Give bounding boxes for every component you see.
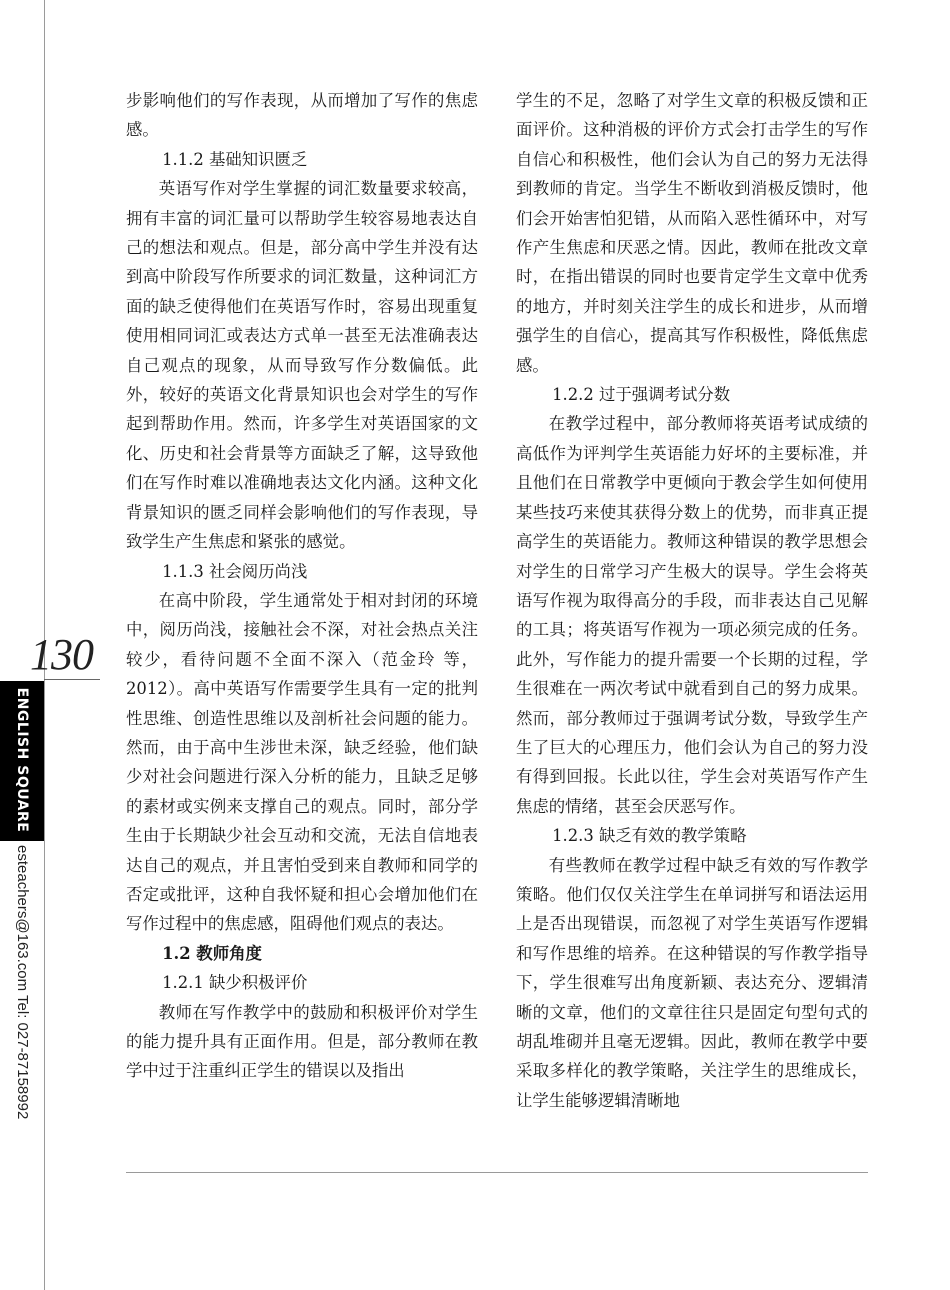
contact-info: esteachers@163.com Tel: 027-87158992 (14, 845, 31, 1120)
section-heading-1-2-3: 1.2.3 缺乏有效的教学策略 (552, 826, 747, 846)
paragraph: 步影响他们的写作表现，从而增加了写作的焦虑感。 (126, 91, 478, 140)
section-heading-1-2-1: 1.2.1 缺少积极评价 (162, 973, 308, 993)
paragraph: 在教学过程中，部分教师将英语考试成绩的高低作为评判学生英语能力好坏的主要标准，并且他们在日常教学中更倾向于教会学生如何使用某些技巧来使其获得分数上的优势，而非真正提高学生的英语能力。教师这种错误的教学思想会对学生的日常学习产生极大的误导。学生会将英语写作视为取得高分的手段，而非表达自己见解的工具；将英语写作视为一项必须完成的任务。此外，写作能力的提升需要一个长期的过程，学生很难在一两次考试中就看到自己的努力成果。然而，部分教师过于强调考试分数，导致学生产生了巨大的心理压力，他们会认为自己的努力没有得到回报。长此以往，学生会对英语写作产生焦虑的情绪，甚至会厌恶写作。 (516, 414, 868, 816)
footer-rule (126, 1172, 868, 1173)
paragraph: 教师在写作教学中的鼓励和积极评价对学生的能力提升具有正面作用。但是，部分教师在教学中过于注重纠正学生的错误以及指出 (126, 1002, 478, 1081)
section-heading-1-1-3: 1.1.3 社会阅历尚浅 (162, 561, 308, 581)
paragraph: 英语写作对学生掌握的词汇数量要求较高，拥有丰富的词汇量可以帮助学生较容易地表达自己的想法和观点。但是，部分高中学生并没有达到高中阶段写作所要求的词汇数量，这种词汇方面的缺乏使得他们在英语写作时，容易出现重复使用相同词汇或表达方式单一甚至无法准确表达自己观点的现象，从而导致写作分数偏低。此外，较好的英语文化背景知识也会对学生的写作起到帮助作用。然而，许多学生对英语国家的文化、历史和社会背景等方面缺乏了解，这导致他们在写作时难以准确地表达文化内涵。这种文化背景知识的匮乏同样会影响他们的写作表现，导致学生产生焦虑和紧张的感觉。 (126, 179, 478, 552)
journal-name: ENGLISH SQUARE (14, 687, 30, 833)
section-heading-1-1-2: 1.1.2 基础知识匮乏 (162, 149, 308, 169)
section-heading-1-2-2: 1.2.2 过于强调考试分数 (552, 385, 731, 405)
left-column (126, 86, 478, 1086)
paragraph: 学生的不足，忽略了对学生文章的积极反馈和正面评价。这种消极的评价方式会打击学生的写作自信心和积极性，他们会认为自己的努力无法得到教师的肯定。当学生不断收到消极反馈时，他们会开始害怕犯错，从而陷入恶性循环中，对写作产生焦虑和厌恶之情。因此，教师在批改文章时，在指出错误的同时也要肯定学生文章中优秀的地方，并时刻关注学生的成长和进步，从而增强学生的自信心，提高其写作积极性，降低焦虑感。 (516, 91, 868, 375)
paragraph: 有些教师在教学过程中缺乏有效的写作教学策略。他们仅仅关注学生在单词拼写和语法运用上是否出现错误，而忽视了对学生英语写作逻辑和写作思维的培养。在这种错误的写作教学指导下，学生很难写出角度新颖、表达充分、逻辑清晰的文章，他们的文章往往只是固定句型句式的胡乱堆砌并且毫无逻辑。因此，教师在教学中要采取多样化的教学策略，关注学生的思维成长，让学生能够逻辑清晰地 (516, 855, 868, 1110)
right-column (516, 86, 868, 1115)
paragraph: 在高中阶段，学生通常处于相对封闭的环境中，阅历尚浅，接触社会不深，对社会热点关注较少，看待问题不全面不深入（范金玲 等，2012）。高中英语写作需要学生具有一定的批判性思维、创造性思维以及剖析社会问题的能力。然而，由于高中生涉世未深，缺乏经验，他们缺少对社会问题进行深入分析的能力，且缺乏足够的素材或实例来支撑自己的观点。同时，部分学生由于长期缺少社会互动和交流，无法自信地表达自己的观点，并且害怕受到来自教师和同学的否定或批评，这种自我怀疑和担心会增加他们在写作过程中的焦虑感，阻碍他们观点的表达。 (126, 590, 478, 934)
section-heading-1-2: 1.2 教师角度 (162, 943, 262, 963)
page-number-divider (44, 679, 100, 680)
page-number: 130 (30, 630, 93, 679)
